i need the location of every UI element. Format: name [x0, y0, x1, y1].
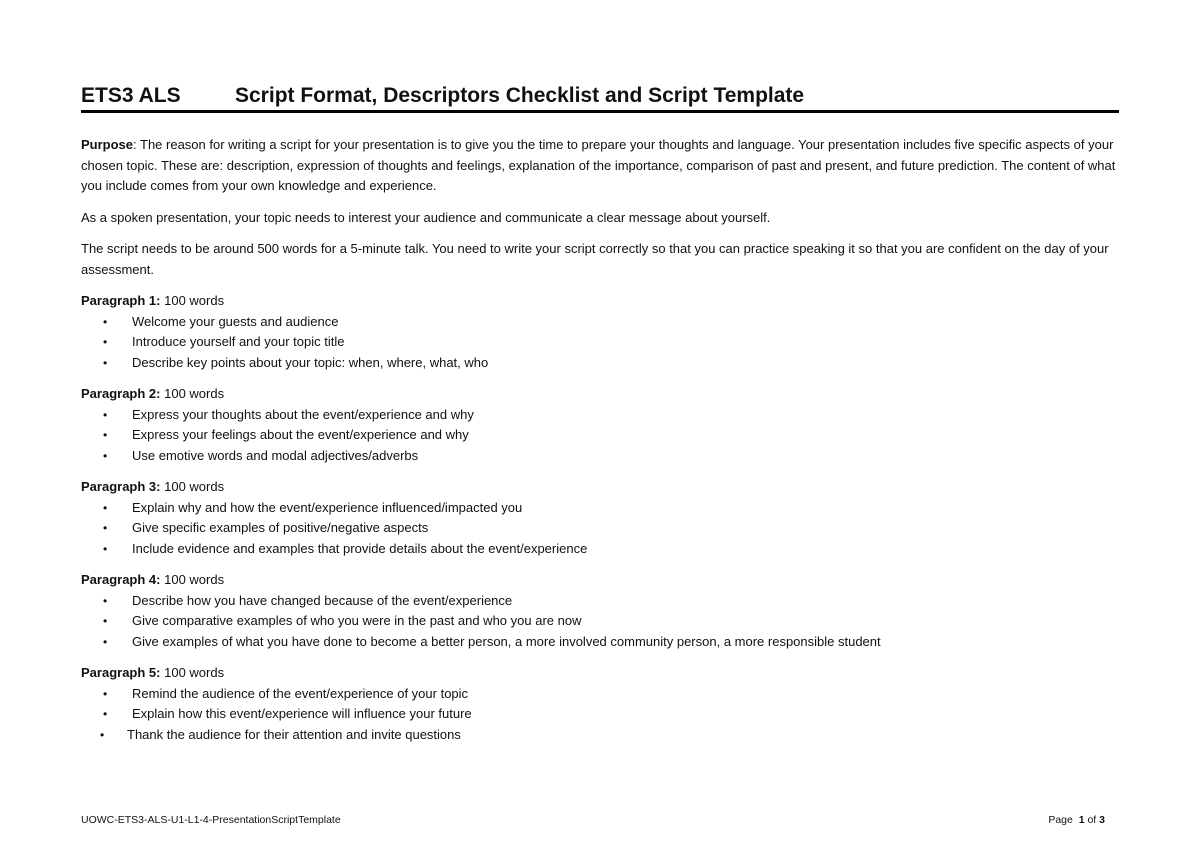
list-item-text: Give specific examples of positive/negative aspects [132, 520, 429, 535]
page-of: of [1087, 814, 1097, 826]
paragraph-3-word-count: 100 words [164, 479, 225, 494]
course-code: ETS3 ALS [81, 84, 181, 107]
list-item [81, 539, 1119, 560]
paragraph-4-heading [81, 570, 1119, 591]
bullet-icon: • [103, 428, 108, 442]
paragraph-1-heading [81, 291, 1119, 312]
footer-document-id: UOWC-ETS3-ALS-U1-L1-4-PresentationScriptTemplate [81, 814, 341, 826]
bullet-icon: • [103, 614, 108, 628]
paragraph-3-heading [81, 477, 1119, 498]
paragraph-1-label: Paragraph 1: [81, 293, 161, 308]
paragraph-1-list [81, 312, 1119, 374]
bullet-icon: • [103, 634, 108, 649]
list-item-text: Use emotive words and modal adjectives/adverbs [132, 447, 419, 463]
paragraph-5-list [81, 684, 1119, 746]
list-item-text: Express your feelings about the event/experience and why [132, 427, 469, 442]
list-item [81, 312, 1119, 333]
document-title: Script Format, Descriptors Checklist and Script Template [235, 84, 805, 107]
list-item-text: Include evidence and examples that provide details about the event/experience [132, 540, 588, 556]
list-item [81, 632, 1119, 653]
page-current: 1 [1078, 814, 1085, 826]
paragraph-2-heading [81, 384, 1119, 405]
list-item-text: Thank the audience for their attention and invite questions [127, 726, 461, 742]
paragraph-4-list [81, 591, 1119, 653]
list-item [81, 684, 1119, 705]
paragraph-4-section [81, 570, 1119, 652]
purpose-text: : The reason for writing a script for your presentation is to give you the time to prepare your thoughts and language. Your presentation includes five specific aspects of your chosen topic. These are: description, expression of thoughts and feelings, explanation of the importance, comparison of past and present, and future prediction. The content of what you include comes from your own knowledge and experience. [81, 137, 1116, 193]
page-number [1048, 814, 1105, 826]
paragraph-5-section [81, 663, 1119, 745]
paragraph-5-label: Paragraph 5: [81, 665, 161, 680]
bullet-icon: • [103, 593, 108, 608]
bullet-icon: • [103, 541, 108, 556]
list-item [81, 332, 1119, 353]
page-word: Page [1048, 814, 1073, 826]
page-footer [81, 814, 1105, 826]
list-item-text: Give examples of what you have done to become a better person, a more involved community person, a more responsible student [132, 633, 881, 649]
bullet-icon: • [103, 521, 108, 535]
bullet-icon: • [103, 686, 108, 701]
list-item-text: Introduce yourself and your topic title [132, 334, 345, 349]
paragraph-2-list [81, 405, 1119, 467]
paragraph-4-word-count: 100 words [164, 572, 225, 587]
purpose-label: Purpose [81, 137, 134, 152]
list-item [81, 518, 1119, 539]
list-item [81, 446, 1119, 467]
bullet-icon: • [103, 500, 108, 515]
list-item-text: Explain why and how the event/experience influenced/impacted you [132, 499, 523, 515]
bullet-icon: • [103, 707, 108, 721]
paragraph-2-label: Paragraph 2: [81, 386, 161, 401]
bullet-icon: • [103, 314, 108, 329]
list-item [81, 405, 1119, 426]
paragraph-2-word-count: 100 words [164, 386, 225, 401]
list-item [81, 611, 1119, 632]
list-item [81, 591, 1119, 612]
list-item [81, 353, 1119, 374]
bullet-icon: • [103, 355, 108, 370]
paragraph-5-heading [81, 663, 1119, 684]
list-item-text: Welcome your guests and audience [132, 313, 339, 329]
purpose-paragraph [81, 135, 1119, 197]
paragraph-4-label: Paragraph 4: [81, 572, 161, 587]
list-item [81, 704, 1119, 725]
list-item-text: Give comparative examples of who you were in the past and who you are now [132, 613, 582, 628]
document-page [81, 84, 1119, 745]
document-header [81, 84, 1119, 113]
bullet-icon: • [100, 727, 105, 742]
spoken-presentation-paragraph: As a spoken presentation, your topic needs to interest your audience and communicate a clear message about yourself. [81, 209, 771, 225]
list-item-text: Express your thoughts about the event/experience and why [132, 406, 474, 422]
list-item [81, 498, 1119, 519]
list-item-text: Remind the audience of the event/experience of your topic [132, 685, 469, 701]
paragraph-1-word-count: 100 words [164, 293, 225, 308]
paragraph-2-section [81, 384, 1119, 466]
page-total: 3 [1099, 814, 1105, 826]
list-item [81, 725, 1119, 746]
paragraph-5-word-count: 100 words [164, 665, 225, 680]
paragraph-3-label: Paragraph 3: [81, 479, 161, 494]
list-item-text: Explain how this event/experience will influence your future [132, 706, 472, 721]
bullet-icon: • [103, 335, 108, 349]
script-length-paragraph: The script needs to be around 500 words for a 5-minute talk. You need to write your script correctly so that you can practice speaking it so that you are confident on the day of your assessment. [81, 241, 1109, 277]
bullet-icon: • [103, 407, 108, 422]
list-item [81, 425, 1119, 446]
list-item-text: Describe key points about your topic: when, where, what, who [132, 354, 489, 370]
paragraph-3-list [81, 498, 1119, 560]
bullet-icon: • [103, 448, 108, 463]
list-item-text: Describe how you have changed because of the event/experience [132, 592, 513, 608]
paragraph-3-section [81, 477, 1119, 559]
paragraph-1-section [81, 291, 1119, 373]
